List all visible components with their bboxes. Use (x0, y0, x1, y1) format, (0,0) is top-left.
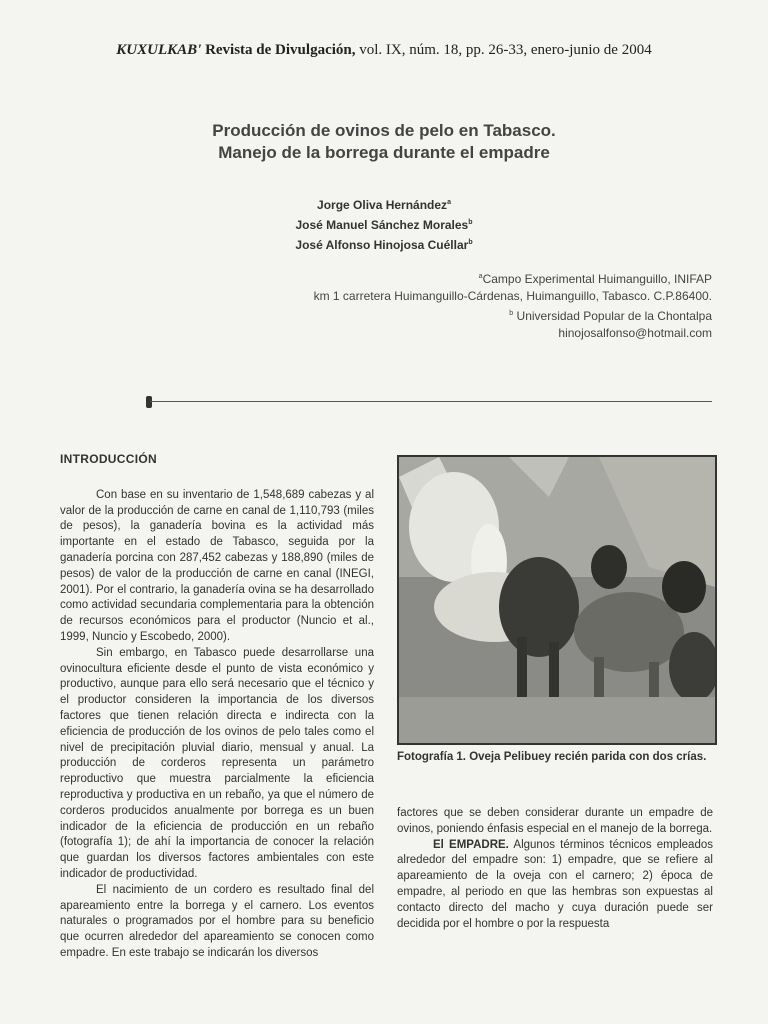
article-title (0, 120, 768, 164)
sheep-photo-illustration (399, 457, 715, 743)
left-column (60, 452, 374, 962)
affiliation-b (212, 305, 712, 325)
author-sup: a (447, 199, 451, 206)
author-3 (0, 234, 768, 254)
section-heading-introduccion: INTRODUCCIÓN (60, 452, 157, 466)
empadre-text: Algunos términos técnicos empleados alrededor del empadre son: 1) empadre, que se refiere al apareamiento de la oveja con el carnero; 2) época de empadre, al periodo en que las hembras son expuestas al contacto directo del macho y cuya duración puede ser decidida por el hombre o por la respuesta (397, 838, 713, 930)
affil-a-line1: Campo Experimental Huimanguillo, INIFAP (482, 272, 712, 286)
journal-header (0, 42, 768, 59)
author-sup: b (468, 219, 473, 226)
author-name: Jorge Oliva Hernández (317, 198, 448, 212)
intro-paragraph-3: El nacimiento de un cordero es resultado final del apareamiento entre la borrega y el carnero. Los eventos naturales o programados por el hombre para su beneficio que ocurren alrededor del apareamiento se conocen como empadre. En este trabajo se indicarán los diversos (60, 883, 374, 959)
journal-name: KUXULKAB' (116, 42, 202, 58)
contact-email[interactable]: hinojosalfonso@hotmail.com (558, 326, 712, 340)
intro-paragraph-1: Con base en su inventario de 1,548,689 cabezas y al valor de la producción de carne en canal de 1,110,793 (miles de pesos), la ganadería bovina es la actividad más importante en el estado de Tabasco, seguida por la ganadería porcina con 287,452 cabezas y 188,890 (miles de pesos) de valor de la producción de carne en canal (INEGI, 2001). Por el contrario, la ganadería ovina se ha desarrollado como actividad secundaria complementaria para la obtención de recursos económicos para el productor (Nuncio et al., 1999, Nuncio y Escobedo, 2000). (60, 488, 374, 643)
right-paragraph-1: factores que se deben considerar durante un empadre de ovinos, poniendo énfasis especial en el manejo de la borrega. (397, 807, 713, 835)
affil-sup: b (509, 310, 514, 317)
section-divider (146, 396, 712, 408)
author-name: José Alfonso Hinojosa Cuéllar (295, 238, 469, 252)
figure-caption: Fotografía 1. Oveja Pelibuey recién parida con dos crías. (397, 751, 707, 763)
affiliation-a-address: km 1 carretera Huimanguillo-Cárdenas, Huimanguillo, Tabasco. C.P.86400. (313, 289, 712, 303)
author-2 (0, 214, 768, 234)
empadre-label: El EMPADRE. (433, 838, 509, 851)
affil-sup: a (478, 273, 483, 280)
affiliations-block (212, 268, 712, 342)
affiliation-a (212, 268, 712, 288)
divider-cap (146, 396, 152, 408)
author-name: José Manuel Sánchez Morales (295, 218, 469, 232)
authors-block (0, 194, 768, 254)
right-column (397, 806, 713, 932)
divider-line (150, 401, 712, 402)
intro-paragraph-2: Sin embargo, en Tabasco puede desarrollarse una ovinocultura eficiente desde el punto de vista económico y productivo, aunque para ello será necesario que el técnico y el productor consideren la importancia de los diversos factores que tienen relación directa e indirecta con la eficiencia de producción de los ovinos de pelo tales como el nivel de precipitación pluvial diario, mensual y anual. La producción de corderos representa un parámetro reproductivo que muestra parcialmente la eficiencia reproductiva y productiva en un rebaño, ya que el número de corderos producidos anualmente por borrega es un buen indicador de la eficiencia de producción en un rebaño (fotografía 1); de ahí la importancia de conocer la relación que guardan los diversos factores ambientales con este indicador de productividad. (60, 646, 374, 880)
title-line-1: Producción de ovinos de pelo en Tabasco. (212, 121, 556, 140)
title-line-2: Manejo de la borrega durante el empadre (218, 143, 550, 162)
journal-citation: vol. IX, núm. 18, pp. 26-33, enero-junio de 2004 (359, 42, 652, 58)
affil-b-line1: Universidad Popular de la Chontalpa (516, 309, 712, 323)
right-paragraph-2 (397, 838, 713, 933)
author-1 (0, 194, 768, 214)
journal-revista: Revista de Divulgación, (205, 42, 356, 58)
photo-sheep (397, 455, 717, 745)
author-sup: b (468, 239, 473, 246)
